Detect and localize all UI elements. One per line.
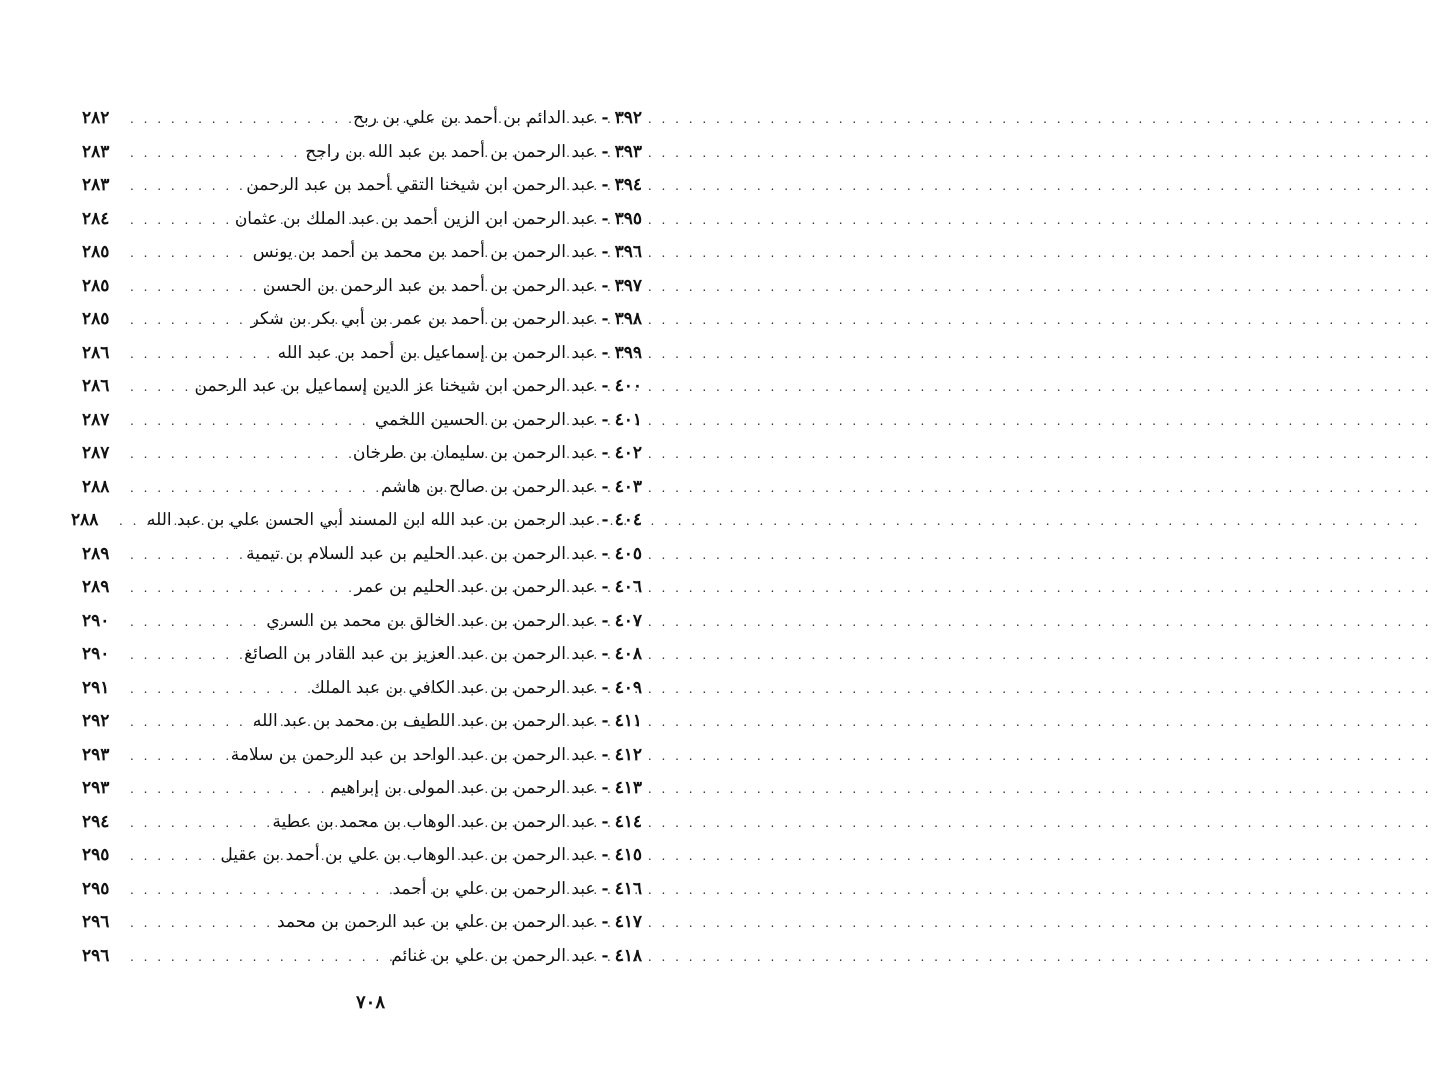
entry-title: عبد الرحمن بن عبد الكافي بن عبد الملك xyxy=(310,677,596,698)
entry-number: ٤١٨ xyxy=(614,945,642,966)
toc-entry xyxy=(82,203,642,237)
toc-entry xyxy=(82,303,642,337)
entry-title: عبد الرحمن بن أحمد بن عبد الرحمن بن الحسن xyxy=(262,275,596,296)
entry-title: عبد الرحمن ابن الزين أحمد بن عبد الملك بن عثمان xyxy=(234,208,596,229)
entry-title: عبد الرحمن بن علي بن أحمد xyxy=(392,878,596,899)
dot-leader xyxy=(130,874,384,908)
dot-leader xyxy=(130,539,238,573)
dot-leader xyxy=(130,472,373,506)
toc-entry xyxy=(82,102,642,136)
entry-number: ٤١٧ xyxy=(614,912,642,932)
dot-leader xyxy=(130,773,322,807)
dot-leader xyxy=(130,907,269,941)
toc-entry xyxy=(82,136,642,170)
toc-entry xyxy=(82,739,642,773)
dot-leader xyxy=(130,606,258,640)
entry-dash: - xyxy=(601,644,609,664)
entry-dash: - xyxy=(601,778,609,798)
dot-leader xyxy=(130,673,303,707)
entry-page-number: ٢٨٤ xyxy=(82,208,110,229)
entry-dash: - xyxy=(601,912,609,932)
dot-leader xyxy=(130,706,245,740)
entry-title: عبد الرحمن بن عبد اللطيف بن محمد بن عبد الله xyxy=(253,711,596,731)
toc-entry xyxy=(82,672,642,706)
entry-page-number: ٢٩٦ xyxy=(82,945,110,966)
toc-entry xyxy=(82,404,642,438)
dot-leader xyxy=(130,204,227,238)
entry-number: ٣٩٣ xyxy=(614,141,642,162)
entry-page-number: ٢٨٨ xyxy=(71,510,99,530)
entry-number: ٤٠٦ xyxy=(614,577,642,597)
entry-title: عبد الرحمن بن صالح بن هاشم xyxy=(380,476,596,497)
entry-page-number: ٢٨٩ xyxy=(82,543,110,564)
entry-dash: - xyxy=(601,141,609,162)
entry-page-number: ٢٨٣ xyxy=(82,175,110,195)
entry-title: عبد الدائم بن أحمد بن علي بن ربح xyxy=(353,108,596,128)
entry-page-number: ٢٨٣ xyxy=(82,141,110,162)
entry-number: ٤٠٩ xyxy=(614,677,642,698)
entry-title: عبد الرحمن بن سليمان بن طرخان xyxy=(352,443,596,463)
entry-title: عبد الرحمن بن عبد الوهاب بن محمد بن عطية xyxy=(272,811,596,832)
entry-page-number: ٢٨٥ xyxy=(82,275,110,296)
entry-title: عبد الرحمن بن عبد المولى بن إبراهيم xyxy=(329,778,596,798)
dot-leader xyxy=(130,572,347,606)
entry-title: عبد الرحمن بن علي بن غنائم xyxy=(391,945,596,966)
entry-page-number: ٢٨٧ xyxy=(82,409,110,430)
entry-dash: - xyxy=(601,711,609,731)
entry-page-number: ٢٩٣ xyxy=(82,744,110,765)
entry-dash: - xyxy=(601,677,609,698)
dot-leader xyxy=(130,170,238,204)
entry-dash: - xyxy=(601,376,609,396)
entry-page-number: ٢٩٥ xyxy=(82,845,110,865)
entry-number: ٣٩٨ xyxy=(614,309,642,329)
toc-entry xyxy=(82,538,642,572)
dot-leader xyxy=(130,740,223,774)
toc-entry xyxy=(82,169,642,203)
entry-dash: - xyxy=(601,845,609,865)
entry-number: ٣٩٦ xyxy=(614,242,642,262)
dot-leader xyxy=(130,338,270,372)
toc-entry xyxy=(82,471,642,505)
entry-page-number: ٢٨٧ xyxy=(82,443,110,463)
entry-number: ٣٩٤ xyxy=(614,175,642,195)
toc-entry xyxy=(82,605,642,639)
entry-number: ٤١٢ xyxy=(614,744,642,765)
entry-dash: - xyxy=(601,175,609,195)
entry-dash: - xyxy=(601,108,609,128)
entry-number: ٣٩٩ xyxy=(614,342,642,363)
dot-leader xyxy=(130,840,212,874)
toc-entry xyxy=(82,337,642,371)
entry-title: عبد الرحمن بن عبد الوهاب بن علي بن أحمد بن عقيل xyxy=(220,845,596,865)
dot-leader xyxy=(130,371,187,405)
entry-number: ٤٠٠ xyxy=(614,376,642,396)
entry-dash: - xyxy=(601,610,609,631)
entry-number: ٤٠٨ xyxy=(614,644,642,664)
entry-dash: - xyxy=(601,409,609,430)
entry-dash: - xyxy=(601,242,609,262)
entry-title: عبد الرحمن بن عبد الخالق بن محمد بن السري xyxy=(266,610,596,631)
entry-page-number: ٢٩٣ xyxy=(82,778,110,798)
dot-leader xyxy=(130,639,236,673)
entry-page-number: ٢٩٠ xyxy=(82,610,110,631)
entry-page-number: ٢٩٤ xyxy=(82,811,110,832)
entry-number: ٤٠١ xyxy=(614,409,642,430)
entry-title: عبد الرحمن بن الحسين اللخمي xyxy=(374,409,596,430)
entry-dash: - xyxy=(601,443,609,463)
entry-title: عبد الرحمن ابن شيخنا عز الدين إسماعيل بن عبد الرحمن xyxy=(194,376,596,396)
entry-title: عبد الرحمن ابن شيخنا التقي أحمد بن عبد الرحمن xyxy=(246,175,596,195)
entry-dash: - xyxy=(601,945,609,966)
entry-page-number: ٢٩٥ xyxy=(82,878,110,899)
entry-dash: - xyxy=(601,510,609,530)
toc-entry xyxy=(82,705,642,739)
toc-entry xyxy=(82,571,642,605)
entry-number: ٤٠٧ xyxy=(614,610,642,631)
entry-page-number: ٢٩٦ xyxy=(82,912,110,932)
toc-entry xyxy=(82,638,642,672)
dot-leader xyxy=(119,505,139,539)
toc-entry xyxy=(82,236,642,270)
entry-number: ٣٩٧ xyxy=(614,275,642,296)
entry-title: عبد الرحمن بن عبد العزيز بن عبد القادر بن الصائغ xyxy=(244,644,596,664)
entry-title: عبد الرحمن بن عبد الحليم بن عبد السلام بن تيمية xyxy=(246,543,596,564)
toc-entry xyxy=(82,940,642,974)
dot-leader xyxy=(130,237,245,271)
entry-page-number: ٢٨٥ xyxy=(82,309,110,329)
entry-title: عبد الرحمن بن علي بن عبد الرحمن بن محمد xyxy=(276,912,596,932)
dot-leader xyxy=(130,137,297,171)
entry-title: عبد الرحمن بن عبد الواحد بن عبد الرحمن بن سلامة xyxy=(230,744,596,765)
dot-leader xyxy=(130,807,264,841)
dot-leader xyxy=(130,304,243,338)
entry-dash: - xyxy=(601,577,609,597)
toc-entry xyxy=(82,873,642,907)
toc-entry xyxy=(82,772,642,806)
entry-page-number: ٢٨٩ xyxy=(82,577,110,597)
entry-number: ٤١٥ xyxy=(614,845,642,865)
entry-number: ٤٠٤ xyxy=(614,510,642,530)
toc-entry xyxy=(82,806,642,840)
entry-dash: - xyxy=(601,342,609,363)
dot-leader xyxy=(130,941,383,975)
entry-page-number: ٢٩٢ xyxy=(82,711,110,731)
entry-title: عبد الرحمن بن عبد الله ابن المسند أبي الحسن علي بن عبد الله xyxy=(147,510,596,530)
toc-entry xyxy=(71,504,642,538)
entry-title: عبد الرحمن بن إسماعيل بن أحمد بن عبد الله xyxy=(277,342,596,363)
toc-entry xyxy=(82,370,642,404)
entry-number: ٣٩٥ xyxy=(614,208,642,229)
entry-dash: - xyxy=(601,744,609,765)
toc-entry xyxy=(82,270,642,304)
dot-leader xyxy=(130,103,345,137)
entry-number: ٤١١ xyxy=(614,711,642,731)
entry-dash: - xyxy=(601,275,609,296)
entry-dash: - xyxy=(601,543,609,564)
toc-entry xyxy=(82,906,642,940)
dot-leader xyxy=(130,405,367,439)
entry-page-number: ٢٨٥ xyxy=(82,242,110,262)
dot-leader xyxy=(130,438,345,472)
entry-number: ٣٩٢ xyxy=(614,108,642,128)
dot-leader xyxy=(130,271,255,305)
entry-number: ٤٠٢ xyxy=(614,443,642,463)
entry-page-number: ٢٨٦ xyxy=(82,342,110,363)
table-of-contents xyxy=(71,102,642,973)
entry-page-number: ٢٩٠ xyxy=(82,644,110,664)
toc-entry xyxy=(82,839,642,873)
entry-page-number: ٢٨٨ xyxy=(82,476,110,497)
entry-page-number: ٢٩١ xyxy=(82,677,110,698)
entry-title: عبد الرحمن بن عبد الحليم بن عمر xyxy=(354,577,596,597)
toc-entry xyxy=(82,437,642,471)
entry-title: عبد الرحمن بن أحمد بن عمر بن أبي بكر بن شكر xyxy=(250,309,596,329)
entry-page-number: ٢٨٢ xyxy=(82,108,110,128)
entry-dash: - xyxy=(601,811,609,832)
entry-number: ٤٠٣ xyxy=(614,476,642,497)
entry-dash: - xyxy=(601,878,609,899)
entry-dash: - xyxy=(601,309,609,329)
entry-number: ٤١٤ xyxy=(614,811,642,832)
entry-number: ٤١٣ xyxy=(614,778,642,798)
entry-title: عبد الرحمن بن أحمد بن عبد الله بن راجح xyxy=(305,141,596,162)
entry-title: عبد الرحمن بن أحمد بن محمد بن أحمد بن يونس xyxy=(252,242,596,262)
entry-page-number: ٢٨٦ xyxy=(82,376,110,396)
entry-number: ٤٠٥ xyxy=(614,543,642,564)
page-number: ٧٠٨ xyxy=(355,992,385,1013)
entry-number: ٤١٦ xyxy=(614,878,642,899)
entry-dash: - xyxy=(601,476,609,497)
entry-dash: - xyxy=(601,208,609,229)
